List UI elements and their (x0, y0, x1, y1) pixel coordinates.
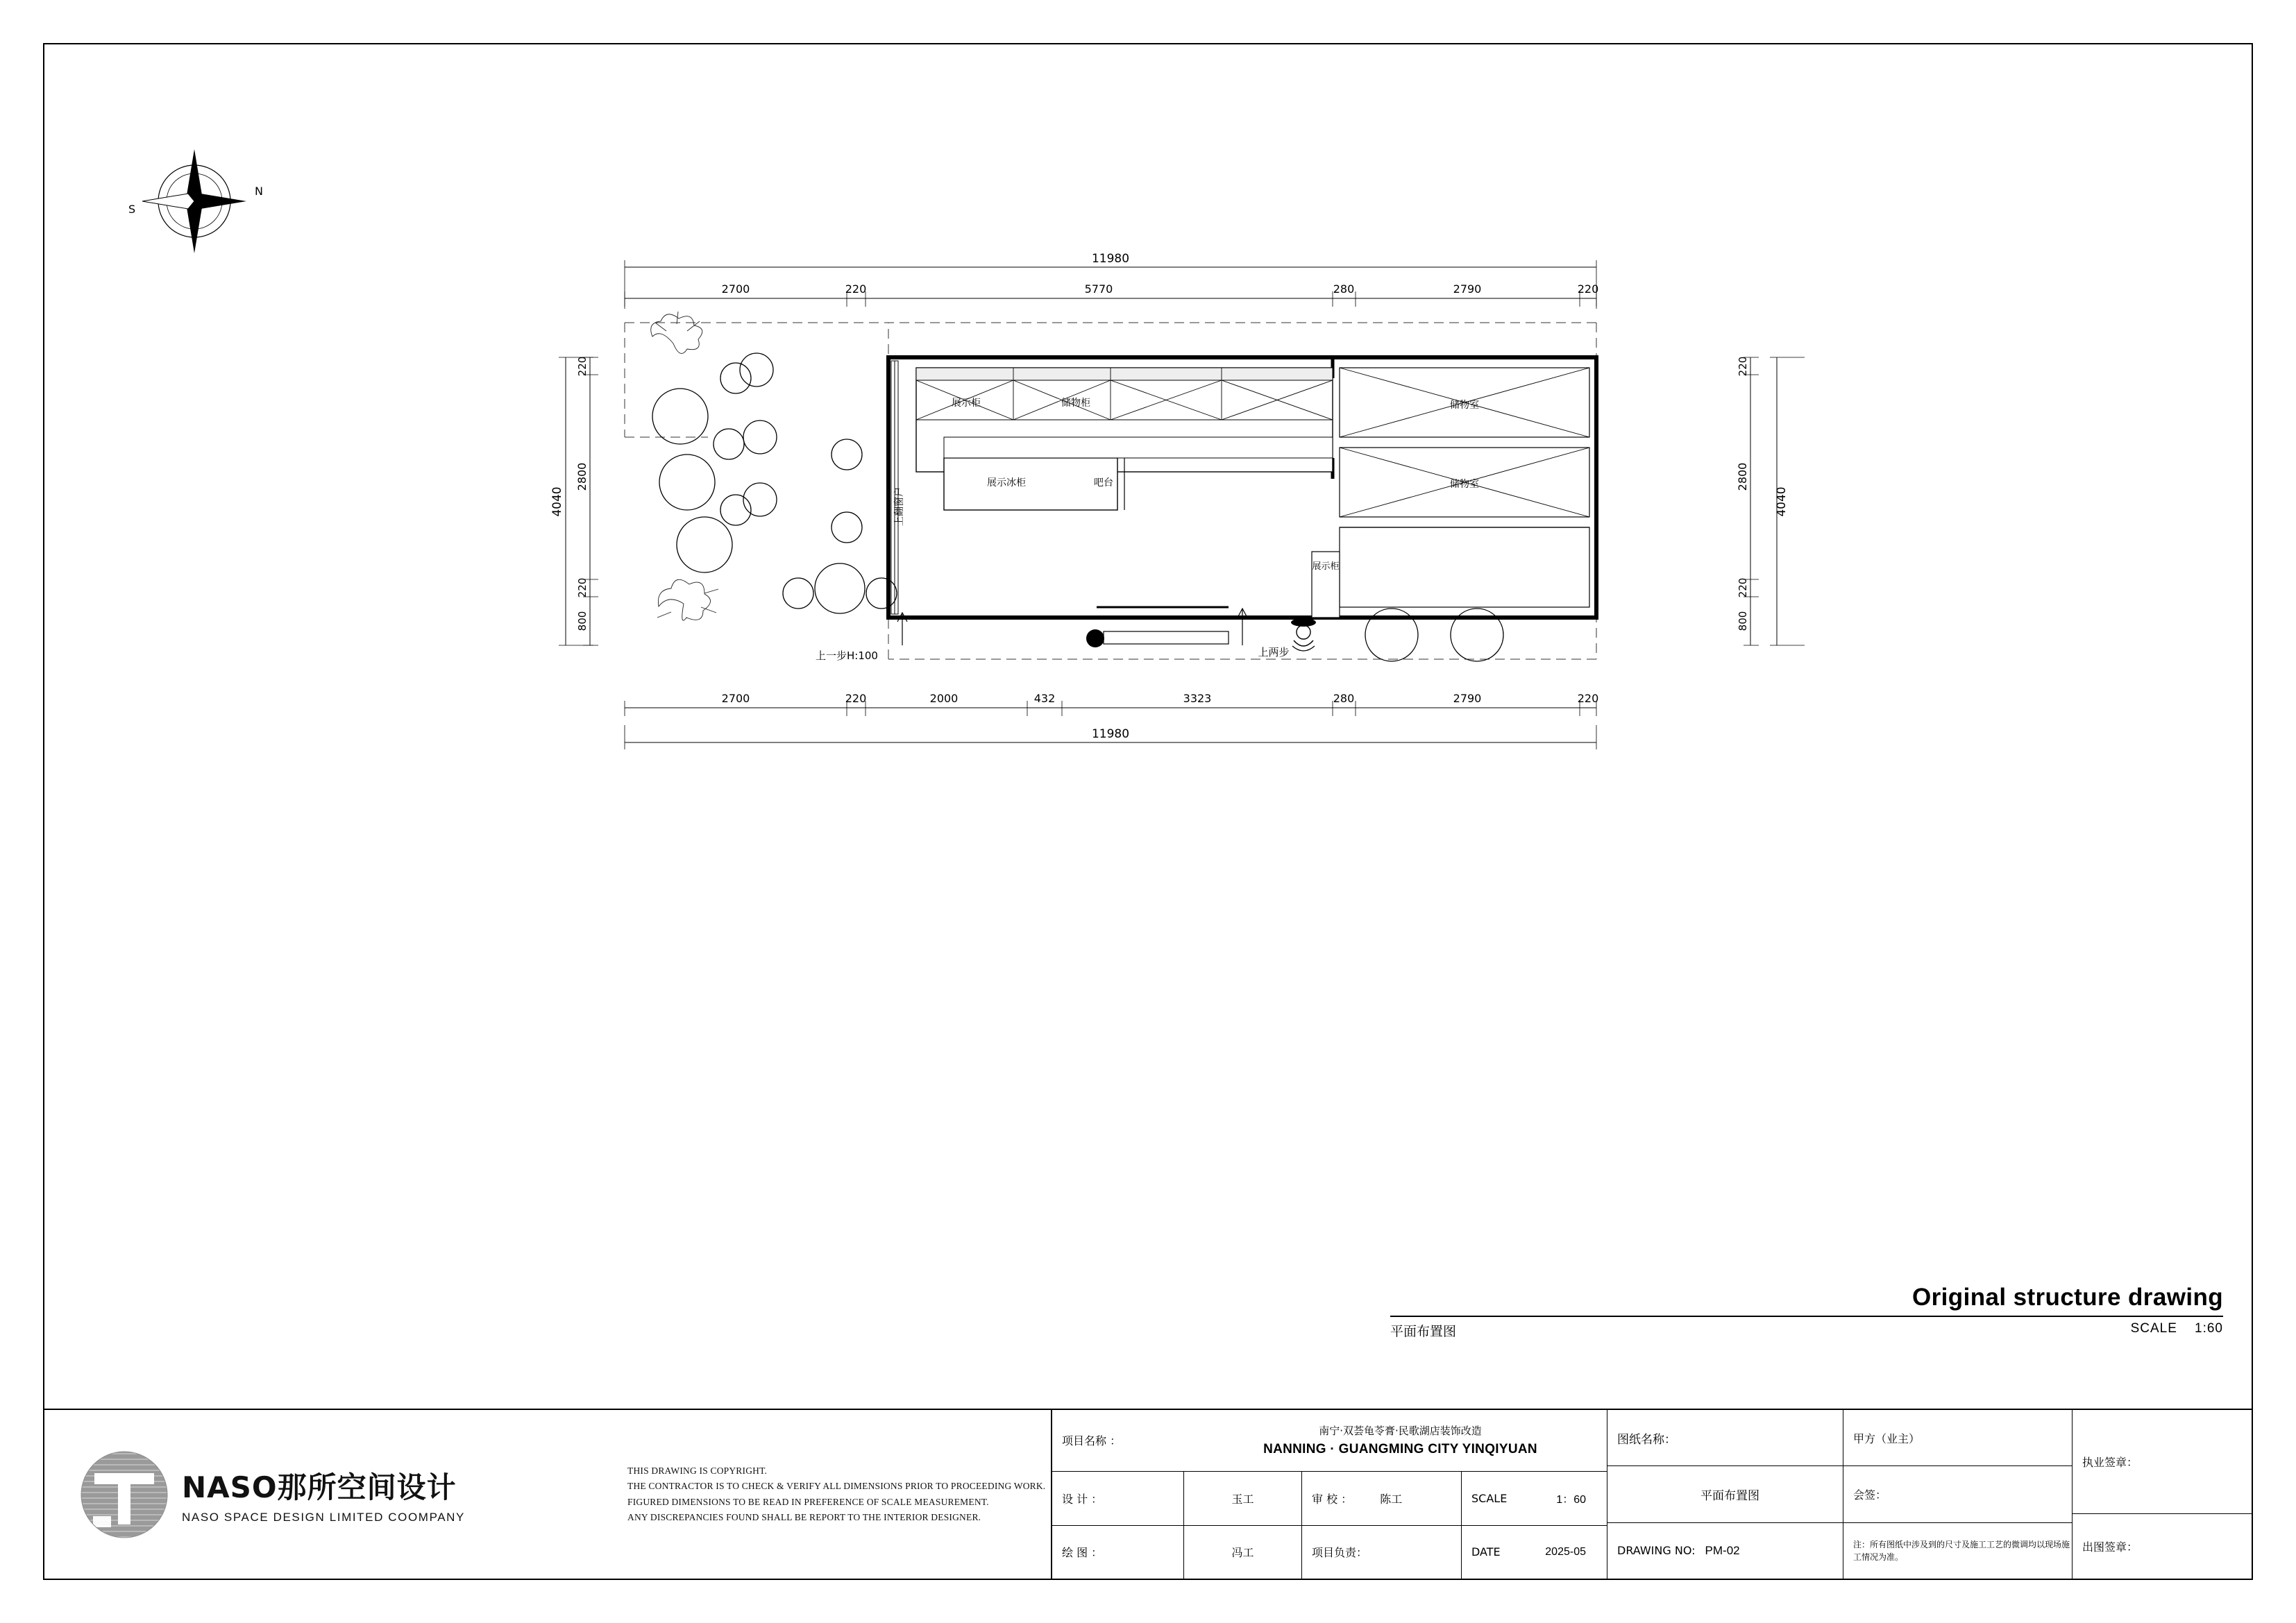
compass-rose-icon (121, 135, 267, 267)
drawing-title-cn: 平面布置图 (1390, 1324, 1457, 1339)
copyright-notice (627, 1410, 1051, 1579)
dim-left-1: 220 (576, 356, 589, 377)
compass-south-label: S (128, 203, 136, 216)
draw-date-row (1052, 1526, 1607, 1579)
copyright-line-4: ANY DISCREPANCIES FOUND SHALL BE REPORT TO THE INTERIOR DESIGNER. (627, 1511, 981, 1522)
copyright-line-3: FIGURED DIMENSIONS TO BE READ IN PREFERENCE OF SCALE MEASUREMENT. (627, 1496, 989, 1507)
sheetname-value-row (1607, 1466, 1843, 1522)
dim-top-overall: 11980 (1091, 252, 1130, 266)
title-block-table (1051, 1410, 2252, 1579)
company-logo-group (44, 1410, 627, 1579)
review-label-text: 审 校 ： (1312, 1492, 1353, 1506)
project-name-cn: 南宁·双荟龟苓膏·民歌湖店装饰改造 (1319, 1425, 1482, 1438)
date-label: DATE (1471, 1545, 1501, 1559)
review-label (1302, 1472, 1462, 1525)
label-storage-cabinet: 储物柜 (1061, 398, 1090, 409)
sheetname-value: 平面布置图 (1700, 1488, 1759, 1503)
plant-icon (651, 312, 718, 620)
label-flip-window: 上翻窗户 (894, 487, 905, 526)
dim-bot-1: 2700 (721, 692, 750, 705)
label-step-up-2: 上两步 (1258, 646, 1290, 658)
dim-right-overall: 4040 (1775, 486, 1789, 517)
project-name-en: NANNING · GUANGMING CITY YINQIYUAN (1263, 1442, 1537, 1457)
note-row (1843, 1523, 2072, 1579)
dim-right-4: 800 (1737, 611, 1749, 631)
dim-bot-7: 2790 (1453, 692, 1482, 705)
dim-bot-2: 220 (845, 692, 867, 705)
dim-top-5: 2790 (1453, 282, 1482, 296)
drawing-title-en: Original structure drawing (1912, 1284, 2223, 1311)
label-storage-room-2: 储物室 (1450, 479, 1479, 490)
drawingno-value: PM-02 (1705, 1543, 1740, 1557)
company-name-en: NASO SPACE DESIGN LIMITED COOMPANY (182, 1510, 465, 1524)
dim-bot-6: 280 (1333, 692, 1355, 705)
dim-left-overall: 4040 (550, 486, 564, 517)
date-value: 2025-05 (1545, 1545, 1586, 1558)
freezer-and-bar (944, 437, 1333, 510)
company-name-cn: NASO那所空间设计 (182, 1470, 457, 1504)
outdoor-seating (652, 353, 897, 613)
dim-bot-4: 432 (1033, 692, 1056, 705)
dim-right-2: 2800 (1736, 462, 1749, 491)
dim-bot-3: 2000 (929, 692, 959, 705)
client-column (1843, 1410, 2073, 1579)
label-display-freezer: 展示冰柜 (987, 477, 1026, 488)
dim-top-6: 220 (1577, 282, 1599, 296)
scale-value: 1:60 (2195, 1321, 2223, 1336)
scale-row-label: SCALE (1471, 1491, 1508, 1505)
design-value: 玉工 (1184, 1472, 1302, 1525)
license-label: 执业签章： (2073, 1410, 2252, 1514)
date-row (1462, 1526, 1607, 1579)
manager-label: 项目负责： (1302, 1526, 1462, 1579)
naso-logo-icon (79, 1450, 169, 1540)
sheet-title-group (1390, 1284, 2223, 1340)
copyright-line-2: THE CONTRACTOR IS TO CHECK & VERIFY ALL DIMENSIONS PRIOR TO PROCEEDING WORK. (627, 1481, 1046, 1492)
sheetname-label: 图纸名称： (1617, 1432, 1676, 1447)
draw-label: 绘 图 ： (1052, 1526, 1184, 1579)
dim-bot-5: 3323 (1183, 692, 1212, 705)
label-display-rack: 展示柜 (1312, 561, 1340, 572)
project-label: 项目名称 ： (1062, 1434, 1122, 1448)
label-bar-counter: 吧台 (1094, 477, 1113, 488)
scale-row (1462, 1472, 1607, 1525)
dim-left-4: 800 (576, 611, 589, 631)
dim-top-4: 280 (1333, 282, 1355, 296)
title-block (44, 1409, 2252, 1579)
dim-right-3: 220 (1737, 577, 1749, 598)
person-icon (1291, 618, 1316, 651)
copyright-line-1: THIS DRAWING IS COPYRIGHT. (627, 1465, 768, 1476)
label-step-up: 上一步H:100 (816, 649, 878, 662)
client-label: 甲方（业主） (1843, 1410, 2072, 1466)
issue-label: 出图签章： (2082, 1540, 2138, 1554)
design-review-row (1052, 1472, 1607, 1526)
label-display-cabinet: 展示柜 (952, 398, 981, 409)
project-info-column (1052, 1410, 1607, 1579)
dim-left-3: 220 (576, 577, 589, 598)
dim-top-1: 2700 (721, 282, 750, 296)
countersign-label: 会签： (1843, 1466, 2072, 1522)
note-text: 注：所有图纸中涉及到的尺寸及施工工艺的微调均以现场施工情况为准。 (1853, 1539, 2070, 1562)
dim-top-2: 220 (845, 282, 867, 296)
entry-area (897, 607, 1316, 651)
dim-bot-8: 220 (1577, 692, 1599, 705)
drawingno-label: DRAWING NO: (1617, 1544, 1696, 1558)
floor-plan (527, 229, 1818, 1034)
design-label: 设 计 ： (1052, 1472, 1184, 1525)
review-value: 陈工 (1380, 1492, 1403, 1506)
signature-column (2073, 1410, 2252, 1579)
dim-right-1: 220 (1737, 356, 1749, 377)
dim-bottom-overall: 11980 (1091, 727, 1130, 741)
scale-label: SCALE (2130, 1321, 2177, 1336)
dim-left-2: 2800 (575, 462, 589, 491)
draw-value: 冯工 (1184, 1526, 1302, 1579)
drawingno-row (1607, 1523, 1843, 1579)
scale-row-value: 1：60 (1556, 1493, 1586, 1506)
sheet-info-column (1607, 1410, 1843, 1579)
compass-north-label: N (255, 185, 263, 198)
label-storage-room-1: 储物室 (1450, 400, 1479, 411)
project-row (1052, 1410, 1607, 1472)
dim-top-3: 5770 (1084, 282, 1113, 296)
sheetname-row (1607, 1410, 1843, 1466)
